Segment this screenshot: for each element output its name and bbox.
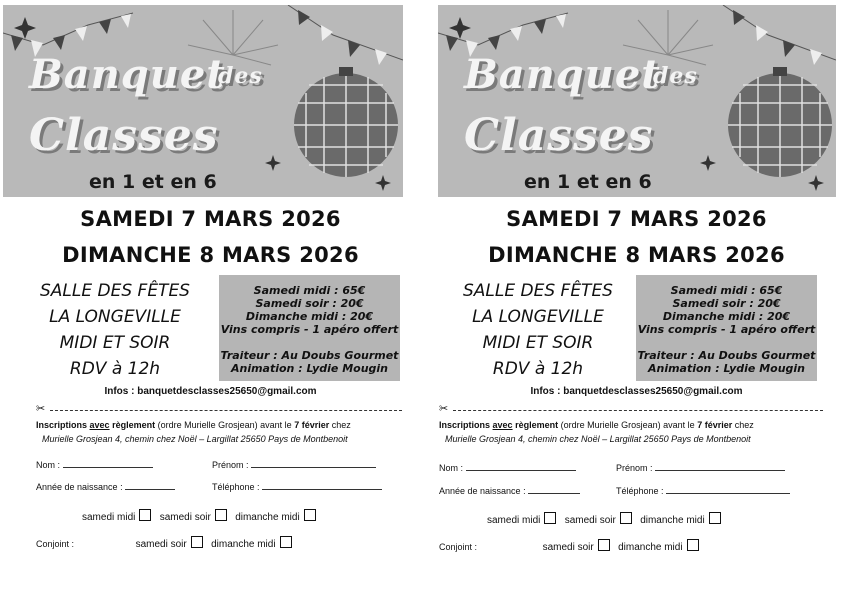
conjoint-row: Conjoint : samedi soir dimanche midi — [439, 539, 699, 553]
flyer-right — [421, 0, 842, 595]
contact-email: Infos : banquetdesclasses25650@gmail.com — [104, 386, 317, 397]
service-line: Animation : Lydie Mougin — [230, 362, 389, 375]
price-line: Samedi soir : 20€ — [255, 297, 364, 310]
venue-line: RDV à 12h — [492, 359, 584, 379]
phone-field[interactable]: Téléphone : — [616, 484, 790, 496]
price-line: Samedi midi : 65€ — [253, 284, 366, 297]
venue-line: SALLE DES FÊTES — [40, 281, 190, 301]
service-line: Traiteur : Au Doubs Gourmet — [637, 349, 816, 362]
checkbox-samedi-midi[interactable] — [139, 509, 151, 521]
venue-line: LA LONGEVILLE — [49, 307, 181, 327]
checkbox-conjoint-samedi-soir[interactable] — [598, 539, 610, 551]
prenom-field[interactable]: Prénom : — [212, 458, 376, 470]
banner-image — [438, 5, 836, 197]
date-sunday: DIMANCHE 8 MARS 2026 — [488, 243, 785, 267]
scissors-icon: ✂ — [36, 402, 46, 415]
service-line: Traiteur : Au Doubs Gourmet — [220, 349, 399, 362]
price-line: Dimanche midi : 20€ — [662, 310, 791, 323]
price-box — [219, 275, 400, 381]
birth-year-field[interactable]: Année de naissance : — [439, 484, 580, 496]
banner-decoration — [3, 5, 403, 197]
banner-title-classes: Classes — [464, 110, 654, 161]
venue-block — [443, 278, 633, 382]
price-line: Samedi soir : 20€ — [672, 297, 781, 310]
checkbox-samedi-midi[interactable] — [544, 512, 556, 524]
cut-line — [439, 404, 823, 416]
price-line: Vins compris - 1 apéro offert — [637, 323, 816, 336]
birth-year-field[interactable]: Année de naissance : — [36, 480, 175, 492]
banner-subtitle: en 1 et en 6 — [89, 171, 217, 193]
checkbox-samedi-soir[interactable] — [215, 509, 227, 521]
nom-field[interactable]: Nom : — [36, 458, 153, 470]
venue-line: LA LONGEVILLE — [472, 307, 604, 327]
date-saturday: SAMEDI 7 MARS 2026 — [506, 207, 767, 231]
venue-line: MIDI ET SOIR — [482, 333, 594, 353]
banner-title-classes: Classes — [29, 110, 219, 161]
checkbox-conjoint-samedi-soir[interactable] — [191, 536, 203, 548]
inscription-note: Inscriptions avec règlement (ordre Murielle Grosjean) avant le 7 février chez — [439, 420, 754, 430]
banner-title-banquet: Banquet — [464, 51, 661, 98]
banner-subtitle: en 1 et en 6 — [524, 171, 652, 193]
service-line: Animation : Lydie Mougin — [647, 362, 806, 375]
banner-image — [3, 5, 403, 197]
checkbox-dimanche-midi[interactable] — [709, 512, 721, 524]
nom-field[interactable]: Nom : — [439, 461, 576, 473]
phone-field[interactable]: Téléphone : — [212, 480, 382, 492]
meal-options-row: samedi midi samedi soir dimanche midi — [82, 509, 316, 523]
banner-title-banquet: Banquet — [29, 51, 226, 98]
date-sunday: DIMANCHE 8 MARS 2026 — [62, 243, 359, 267]
scissors-icon: ✂ — [439, 402, 449, 415]
price-line: Dimanche midi : 20€ — [245, 310, 374, 323]
price-line: Vins compris - 1 apéro offert — [220, 323, 399, 336]
meal-options-row: samedi midi samedi soir dimanche midi — [487, 512, 721, 526]
contact-email: Infos : banquetdesclasses25650@gmail.com — [530, 386, 743, 397]
checkbox-conjoint-dimanche-midi[interactable] — [280, 536, 292, 548]
inscription-address: Murielle Grosjean 4, chemin chez Noël – Largillat 25650 Pays de Montbenoit — [42, 434, 348, 444]
price-line: Samedi midi : 65€ — [670, 284, 783, 297]
checkbox-samedi-soir[interactable] — [620, 512, 632, 524]
venue-line: MIDI ET SOIR — [59, 333, 171, 353]
price-box — [636, 275, 817, 381]
venue-block — [20, 278, 210, 382]
prenom-field[interactable]: Prénom : — [616, 461, 785, 473]
conjoint-row: Conjoint : samedi soir dimanche midi — [36, 536, 292, 550]
venue-line: SALLE DES FÊTES — [463, 281, 613, 301]
cut-line — [36, 404, 402, 416]
venue-line: RDV à 12h — [69, 359, 161, 379]
inscription-note: Inscriptions avec règlement (ordre Murielle Grosjean) avant le 7 février chez — [36, 420, 351, 430]
checkbox-dimanche-midi[interactable] — [304, 509, 316, 521]
checkbox-conjoint-dimanche-midi[interactable] — [687, 539, 699, 551]
date-saturday: SAMEDI 7 MARS 2026 — [80, 207, 341, 231]
banner-title-des: des — [218, 63, 263, 89]
inscription-address: Murielle Grosjean 4, chemin chez Noël – Largillat 25650 Pays de Montbenoit — [445, 434, 751, 444]
banner-decoration — [438, 5, 836, 197]
banner-title-des: des — [653, 63, 698, 89]
